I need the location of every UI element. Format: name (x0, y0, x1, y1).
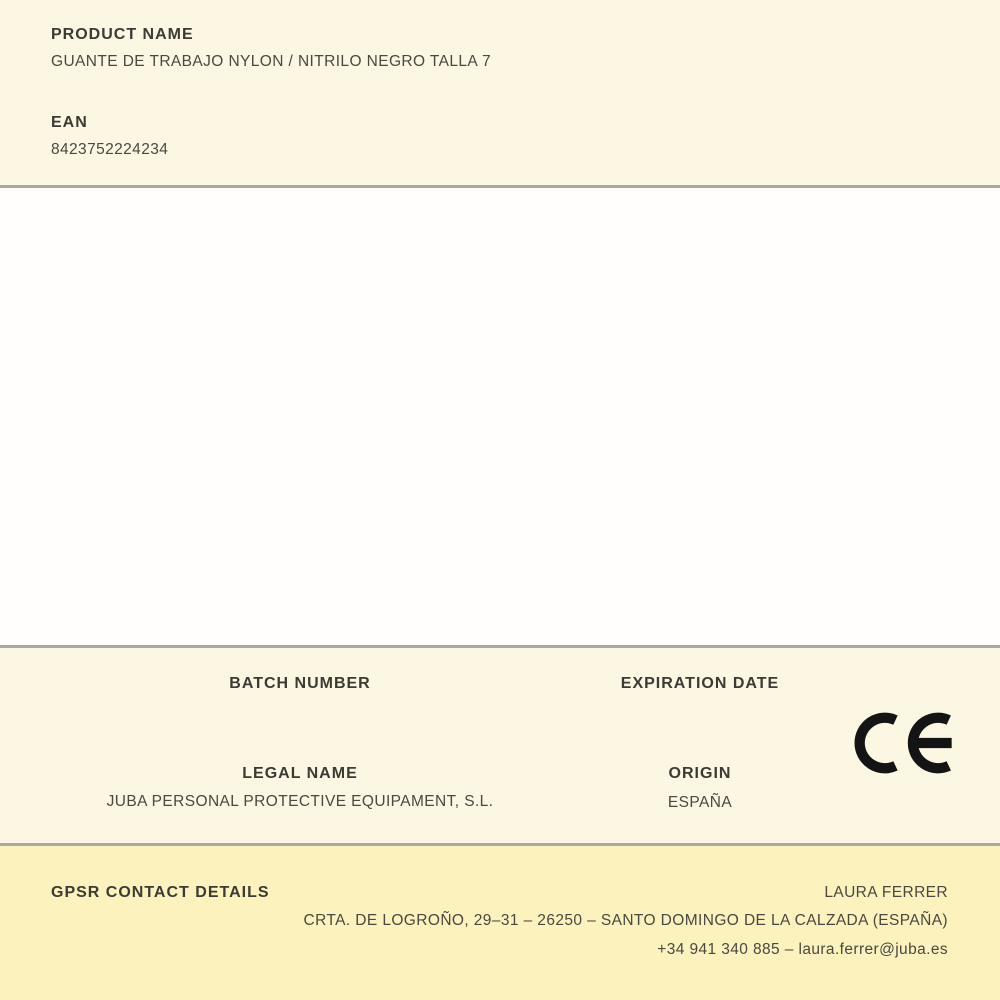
expiration-date-label: EXPIRATION DATE (620, 675, 780, 692)
legal-name-label: LEGAL NAME (242, 765, 358, 782)
product-name-value: GUANTE DE TRABAJO NYLON / NITRILO NEGRO TALLA 7 (51, 53, 491, 70)
contact-phone-email: +34 941 340 885 – laura.ferrer@juba.es (657, 941, 948, 958)
details-section (0, 648, 1000, 846)
gpsr-contact-section (0, 846, 1000, 1000)
ean-value: 8423752224234 (51, 141, 169, 158)
contact-person-name: LAURA FERRER (824, 884, 948, 901)
ean-label: EAN (51, 114, 88, 131)
product-section (0, 0, 1000, 188)
blank-section (0, 188, 1000, 648)
origin-label: ORIGIN (668, 765, 732, 782)
product-name-label: PRODUCT NAME (51, 26, 194, 43)
origin-value: ESPAÑA (667, 794, 733, 811)
legal-name-value: JUBA PERSONAL PROTECTIVE EQUIPAMENT, S.L. (106, 793, 494, 810)
gpsr-contact-label: GPSR CONTACT DETAILS (51, 884, 270, 901)
ce-mark-icon (854, 712, 954, 774)
batch-number-label: BATCH NUMBER (229, 675, 371, 692)
contact-address: CRTA. DE LOGROÑO, 29–31 – 26250 – SANTO DOMINGO DE LA CALZADA (ESPAÑA) (303, 912, 948, 929)
